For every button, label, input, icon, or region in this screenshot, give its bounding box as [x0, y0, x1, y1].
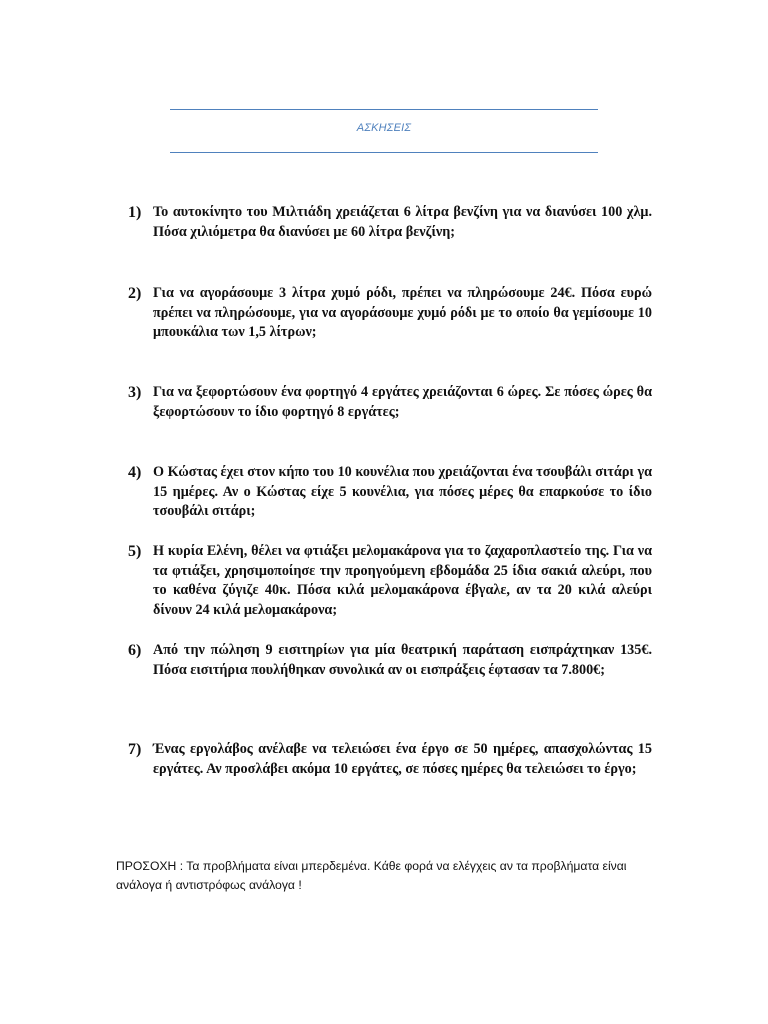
- title-top-rule: [170, 109, 598, 110]
- exercise-1: [128, 203, 652, 242]
- exercise-text: Από την πώληση 9 εισιτηρίων για μία θεατρική παράταση εισπράχτηκαν 135€. Πόσα εισιτήρια πουλήθηκαν συνολικά αν οι εισπράξεις έφτασαν τα 7.800€;: [153, 642, 652, 678]
- exercise-text: Ένας εργολάβος ανέλαβε να τελειώσει ένα έργο σε 50 ημέρες, απασχολώντας 15 εργάτες. Αν προσλάβει ακόμα 10 εργάτες, σε πόσες ημέρες θα τελειώσει το έργο;: [153, 741, 652, 777]
- exercise-7: [128, 740, 652, 779]
- warning-note: ΠΡΟΣΟΧΗ : Τα προβλήματα είναι μπερδεμένα. Κάθε φορά να ελέγχεις αν τα προβλήματα είναι ανάλογα ή αντιστρόφως ανάλογα !: [116, 859, 627, 892]
- exercise-6: [128, 641, 652, 680]
- exercise-number: 1): [128, 204, 142, 221]
- exercise-3: [128, 383, 652, 422]
- exercise-4: [128, 463, 652, 522]
- exercise-number: 7): [128, 741, 142, 758]
- title-block: [170, 108, 598, 154]
- exercise-text: Ο Κώστας έχει στον κήπο του 10 κουνέλια που χρειάζονται ένα τσουβάλι σιτάρι γα 15 ημέρες. Αν ο Κώστας είχε 5 κουνέλια, για πόσες μέρες θα επαρκούσε το ίδιο τσουβάλι σιτάρι;: [153, 464, 652, 519]
- exercise-text: Για να ξεφορτώσουν ένα φορτηγό 4 εργάτες χρειάζονται 6 ώρες. Σε πόσες ώρες θα ξεφορτώσουν το ίδιο φορτηγό 8 εργάτες;: [153, 384, 652, 420]
- exercise-number: 6): [128, 642, 142, 659]
- exercise-number: 4): [128, 464, 142, 481]
- exercise-number: 3): [128, 384, 142, 401]
- title-bottom-rule: [170, 152, 598, 153]
- exercise-number: 2): [128, 285, 142, 302]
- exercise-number: 5): [128, 543, 142, 560]
- exercise-text: Η κυρία Ελένη, θέλει να φτιάξει μελομακάρονα για το ζαχαροπλαστείο της. Για να τα φτιάξει, χρησιμοποίησε την προηγούμενη εβδομάδα 25 ίδια σακιά αλεύρι, που το καθένα ζύγιζε 40κ. Πόσα κιλά μελομακάρονα έβγαλε, αν τα 20 κιλά αλεύρι δίνουν 24 κιλά μελομακάρονα;: [153, 543, 652, 618]
- exercise-text: Το αυτοκίνητο του Μιλτιάδη χρειάζεται 6 λίτρα βενζίνη για να διανύσει 100 χλμ. Πόσα χιλιόμετρα θα διανύσει με 60 λίτρα βενζίνη;: [153, 204, 652, 240]
- exercise-5: [128, 542, 652, 620]
- page-title: ΑΣΚΗΣΕΙΣ: [356, 122, 412, 134]
- exercise-text: Για να αγοράσουμε 3 λίτρα χυμό ρόδι, πρέπει να πληρώσουμε 24€. Πόσα ευρώ πρέπει να πληρώσουμε, για να αγοράσουμε χυμό ρόδι με το οποίο θα γεμίσουμε 10 μπουκάλια των 1,5 λίτρων;: [153, 285, 652, 340]
- exercise-2: [128, 284, 652, 343]
